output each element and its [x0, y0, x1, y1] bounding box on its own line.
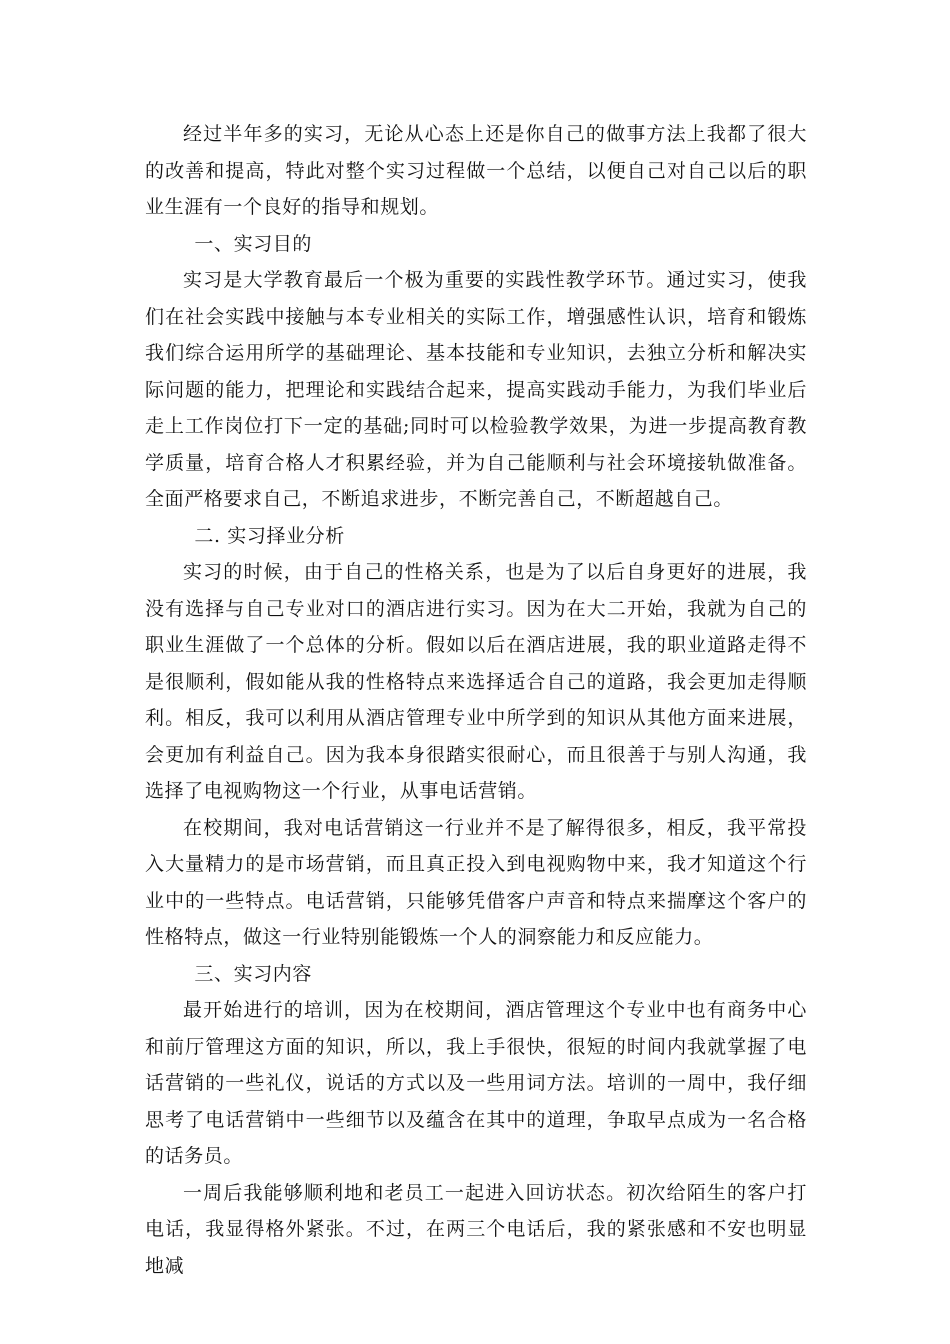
first-calls-paragraph: 一周后我能够顺利地和老员工一起进入回访状态。初次给陌生的客户打电话，我显得格外紧张。不过，在两三个电话后，我的紧张感和不安也明显地减	[145, 1181, 807, 1277]
campus-paragraph: 在校期间，我对电话营销这一行业并不是了解得很多，相反，我平常投入大量精力的是市场营销，而且真正投入到电视购物中来，我才知道这个行业中的一些特点。电话营销，只能够凭借客户声音和特点来揣摩这个客户的性格特点，做这一行业特别能锻炼一个人的洞察能力和反应能力。	[145, 816, 807, 948]
document-page	[145, 116, 807, 1284]
section-heading-career-analysis: 二. 实习择业分析	[194, 524, 345, 547]
intro-paragraph: 经过半年多的实习，无论从心态上还是你自己的做事方法上我都了很大的改善和提高，特此对整个实习过程做一个总结，以便自己对自己以后的职业生涯有一个良好的指导和规划。	[145, 123, 807, 218]
career-analysis-paragraph: 实习的时候，由于自己的性格关系，也是为了以后自身更好的进展，我没有选择与自己专业对口的酒店进行实习。因为在大二开始，我就为自己的职业生涯做了一个总体的分析。假如以后在酒店进展，我的职业道路走得不是很顺利，假如能从我的性格特点来选择适合自己的道路，我会更加走得顺利。相反，我可以利用从酒店管理专业中所学到的知识从其他方面来进展，会更加有利益自己。因为我本身很踏实很耐心，而且很善于与别人沟通，我选择了电视购物这一个行业，从事电话营销。	[145, 561, 807, 802]
section-heading-purpose: 一、实习目的	[194, 232, 312, 255]
purpose-paragraph: 实习是大学教育最后一个极为重要的实践性教学环节。通过实习，使我们在社会实践中接触与本专业相关的实际工作，增强感性认识，培育和锻炼我们综合运用所学的基础理论、基本技能和专业知识，去独立分析和解决实际问题的能力，把理论和实践结合起来，提高实践动手能力，为我们毕业后走上工作岗位打下一定的基础;同时可以检验教学效果，为进一步提高教育教学质量，培育合格人才积累经验，并为自己能顺利与社会环境接轨做准备。全面严格要求自己，不断追求进步，不断完善自己，不断超越自己。	[145, 269, 807, 510]
section-heading-content: 三、实习内容	[194, 962, 312, 985]
training-paragraph: 最开始进行的培训，因为在校期间，酒店管理这个专业中也有商务中心和前厅管理这方面的知识，所以，我上手很快，很短的时间内我就掌握了电话营销的一些礼仪，说话的方式以及一些用词方法。培训的一周中，我仔细思考了电话营销中一些细节以及蕴含在其中的道理，争取早点成为一名合格的话务员。	[145, 999, 807, 1167]
